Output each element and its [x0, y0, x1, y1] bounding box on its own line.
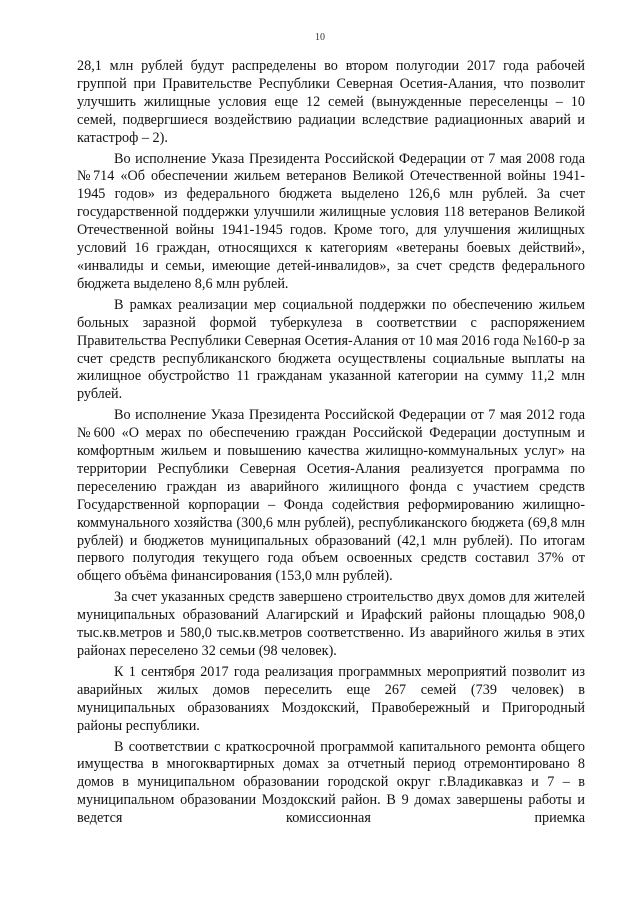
paragraph-veterans-housing: Во исполнение Указа Президента Российской Федерации от 7 мая 2008 года №714 «Об обеспечении жильем ветеранов Великой Отечественной войны 1941-1945 годов» из федерального бюджета выделено 126,6 млн рублей. За счет государственной поддержки улучшили жилищные условия 118 ветеранов Великой Отечественной войны 1941-1945 годов. Кроме того, для улучшения жилищных условий 16 граждан, относящихся к категориям «ветераны боевых действий», «инвалиды и семьи, имеющие детей-инвалидов», за счет средств федерального бюджета выделено 8,6 млн рублей.: [77, 150, 585, 292]
paragraph-resettlement-program: Во исполнение Указа Президента Российской Федерации от 7 мая 2012 года №600 «О мерах по обеспечению граждан Российской Федерации доступным и комфортным жильем и повышению качества жилищно-коммунальных услуг» на территории Республики Северная Осетия-Алания реализуется программа по переселению граждан из аварийного жилищного фонда с участием средств Государственной корпорации – Фонда содействия реформированию жилищно-коммунального хозяйства (300,6 млн рублей), республиканского бюджета (69,8 млн рублей) и бюджетов муниципальных образований (42,1 млн рублей). По итогам первого полугодия текущего года объем освоенных средств составил 37% от общего объёма финансирования (153,0 млн рублей).: [77, 407, 585, 585]
paragraph-resettlement-forecast: К 1 сентября 2017 года реализация программных мероприятий позволит из аварийных жилых домов переселить еще 267 семей (739 человек) в муниципальных образованиях Моздокский, Правобережный и Пригородный районы республики.: [77, 663, 585, 734]
page-number: 10: [315, 32, 325, 43]
document-body: [77, 58, 585, 828]
paragraph-housing-funds-distribution: 28,1 млн рублей будут распределены во втором полугодии 2017 года рабочей группой при Правительстве Республики Северная Осетия-Алания, что позволит улучшить жилищные условия еще 12 семей (вынужденные переселенцы – 10 семей, подвергшиеся воздействию радиации вследствие радиационных аварий и катастроф – 2).: [77, 58, 585, 146]
paragraph-new-houses-construction: За счет указанных средств завершено строительство двух домов для жителей муниципальных образований Алагирский и Ирафский районы площадью 908,0 тыс.кв.метров и 580,0 тыс.кв.метров соответственно. Из аварийного жилья в этих районах переселено 32 семьи (98 человек).: [77, 589, 585, 659]
paragraph-capital-repair: В соответствии с краткосрочной программой капитального ремонта общего имущества в многоквартирных домах за отчетный период отремонтировано 8 домов в муниципальном образовании городской округ г.Владикавказ и 7 – в муниципальном образовании Моздокский район. В 9 домах завершены работы и ведется комиссионная приемка: [77, 738, 585, 827]
paragraph-tuberculosis-support: В рамках реализации мер социальной поддержки по обеспечению жильем больных заразной формой туберкулеза в соответствии с распоряжением Правительства Республики Северная Осетия-Алания от 10 мая 2016 года №160-р за счет средств республиканского бюджета осуществлены социальные выплаты на жилищное обустройство 11 гражданам указанной категории на сумму 11,2 млн рублей.: [77, 296, 585, 403]
